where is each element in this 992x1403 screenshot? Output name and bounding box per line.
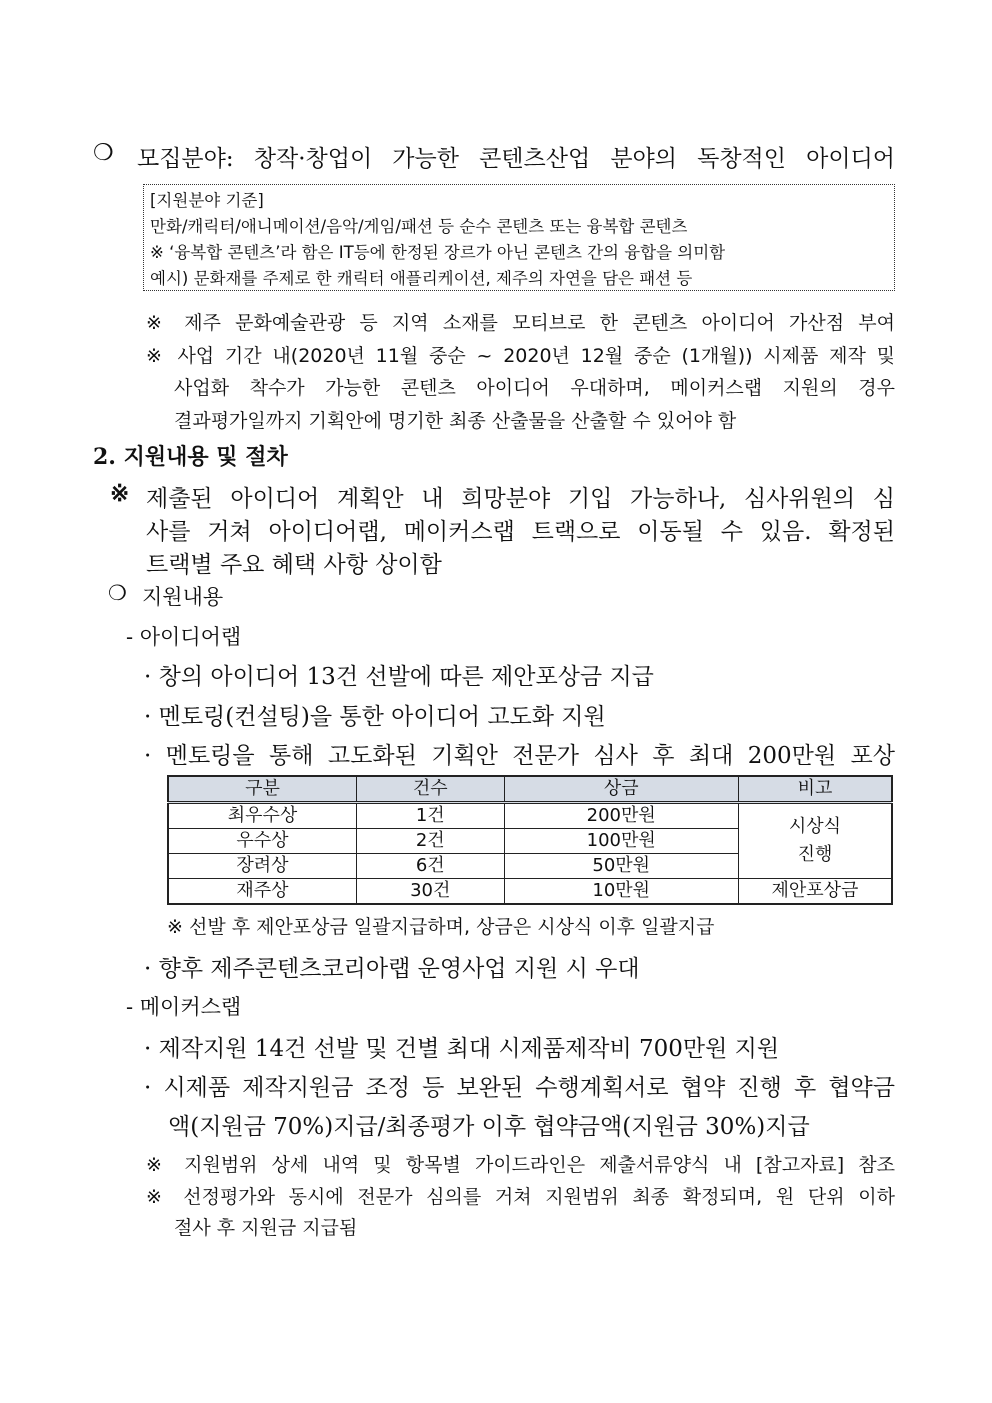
table-note-cell bbox=[738, 803, 892, 879]
table-cell: 200만원 bbox=[504, 803, 738, 829]
criteria-line: 예시) 문화재를 주제로 한 캐릭터 애플리케이션, 제주의 자연을 담은 패션 등 bbox=[150, 269, 693, 288]
recruit-note: 결과평가일까지 기획안에 명기한 최종 산출물을 산출할 수 있어야 함 bbox=[174, 410, 737, 432]
support-title: 지원내용 bbox=[142, 585, 224, 609]
idea-lab-item: · 멘토링(컨설팅)을 통한 아이디어 고도화 지원 bbox=[144, 704, 606, 730]
table-note: ※ 선발 후 제안포상금 일괄지급하며, 상금은 시상식 이후 일괄지급 bbox=[167, 916, 715, 938]
recruit-text: 모집분야: 창작·창업이 가능한 콘텐츠산업 분야의 독창적인 아이디어 bbox=[137, 146, 895, 172]
criteria-box bbox=[143, 184, 895, 291]
table-header-cell: 비고 bbox=[738, 776, 892, 803]
table-cell: 장려상 bbox=[168, 854, 356, 879]
table-cell: 우수상 bbox=[168, 829, 356, 854]
prize-table bbox=[167, 775, 893, 905]
recruit-note: ※ 사업 기간 내(2020년 11월 중순 ~ 2020년 12월 중순 (1개월)) 시제품 제작 및 bbox=[146, 345, 895, 367]
table-cell: 최우수상 bbox=[168, 803, 356, 829]
criteria-line: 만화/캐릭터/애니메이션/음악/게임/패션 등 순수 콘텐츠 또는 융복합 콘텐츠 bbox=[150, 217, 688, 236]
criteria-line: ※ ‘융복합 콘텐츠’라 함은 IT등에 한정된 장르가 아닌 콘텐츠 간의 융합을 의미함 bbox=[150, 243, 726, 262]
idea-lab-item: · 창의 아이디어 13건 선발에 따른 제안포상금 지급 bbox=[144, 664, 654, 690]
section-heading: 2. 지원내용 및 절차 bbox=[93, 444, 288, 470]
table-header-cell: 건수 bbox=[356, 776, 504, 803]
table-header-cell: 상금 bbox=[504, 776, 738, 803]
criteria-title: [지원분야 기준] bbox=[150, 191, 264, 210]
table-cell: 재주상 bbox=[168, 879, 356, 905]
idea-lab-title: - 아이디어랩 bbox=[126, 625, 242, 649]
table-row bbox=[168, 879, 892, 905]
note-mark: ※ bbox=[110, 480, 130, 507]
table-row bbox=[168, 803, 892, 829]
makers-lab-title: - 메이커스랩 bbox=[126, 995, 242, 1019]
section-note-line: 트랙별 주요 혜택 사항 상이함 bbox=[146, 552, 442, 578]
section-note-line: 제출된 아이디어 계획안 내 희망분야 기입 가능하나, 심사위원의 심 bbox=[146, 486, 895, 512]
section-note-line: 사를 거쳐 아이디어랩, 메이커스랩 트랙으로 이동될 수 있음. 확정된 bbox=[146, 519, 895, 545]
table-cell: 1건 bbox=[356, 803, 504, 829]
idea-lab-item: · 멘토링을 통해 고도화된 기획안 전문가 심사 후 최대 200만원 포상 bbox=[144, 743, 895, 769]
makers-lab-item: 액(지원금 70%)지급/최종평가 이후 협약금액(지원금 30%)지급 bbox=[168, 1114, 810, 1140]
table-cell: 2건 bbox=[356, 829, 504, 854]
table-note-line: 시상식 bbox=[788, 816, 842, 837]
table-header-row bbox=[168, 776, 892, 803]
makers-lab-note: ※ 선정평가와 동시에 전문가 심의를 거쳐 지원범위 최종 확정되며, 원 단위 이하 bbox=[146, 1186, 895, 1208]
makers-lab-item: · 제작지원 14건 선발 및 건별 최대 시제품제작비 700만원 지원 bbox=[144, 1036, 780, 1062]
table-cell: 50만원 bbox=[504, 854, 738, 879]
circle-bullet-icon: ❍ bbox=[108, 581, 127, 605]
circle-bullet-icon: ❍ bbox=[93, 140, 114, 166]
table-cell: 30건 bbox=[356, 879, 504, 905]
recruit-note: ※ 제주 문화예술관광 등 지역 소재를 모티브로 한 콘텐츠 아이디어 가산점 부여 bbox=[146, 312, 895, 334]
table-note-cell: 제안포상금 bbox=[738, 879, 892, 905]
table-header-cell: 구분 bbox=[168, 776, 356, 803]
idea-lab-item: · 향후 제주콘텐츠코리아랩 운영사업 지원 시 우대 bbox=[144, 956, 640, 982]
recruit-note: 사업화 착수가 가능한 콘텐츠 아이디어 우대하며, 메이커스랩 지원의 경우 bbox=[174, 377, 895, 399]
makers-lab-note: ※ 지원범위 상세 내역 및 항목별 가이드라인은 제출서류양식 내 [참고자료] 참조 bbox=[146, 1154, 895, 1176]
makers-lab-item: · 시제품 제작지원금 조정 등 보완된 수행계획서로 협약 진행 후 협약금 bbox=[144, 1075, 895, 1101]
table-cell: 6건 bbox=[356, 854, 504, 879]
table-note-line: 진행 bbox=[797, 844, 833, 865]
makers-lab-note: 절사 후 지원금 지급됨 bbox=[174, 1217, 358, 1239]
table-cell: 100만원 bbox=[504, 829, 738, 854]
table-cell: 10만원 bbox=[504, 879, 738, 905]
